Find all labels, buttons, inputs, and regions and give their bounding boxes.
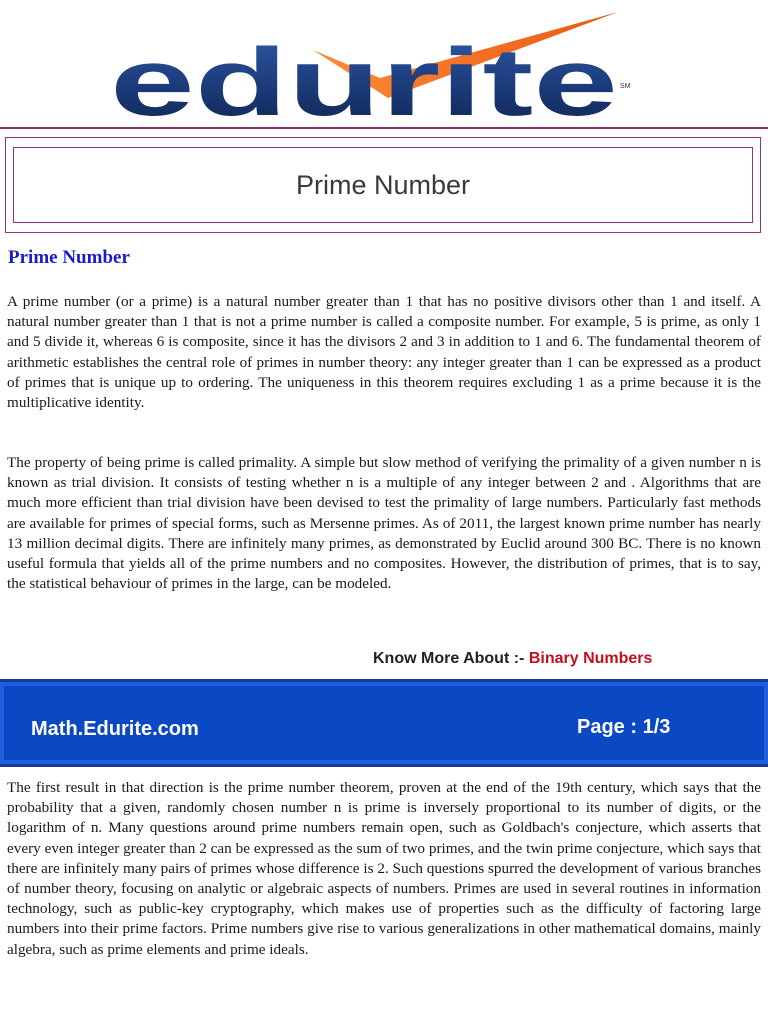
article-paragraph-2: The property of being prime is called primality. A simple but slow method of verifying the primality of a given number n is known as trial division. It consists of testing whether n is a multiple of any integer between 2 and . Algorithms that are much more efficient than trial division have been devised to test the primality of large numbers. Particularly fast methods are available for primes of special forms, such as Mersenne primes. As of 2011, the largest known prime number has nearly 13 million decimal digits. There are infinitely many primes, as demonstrated by Euclid around 300 BC. There is no known useful formula that yields all of the prime numbers and no composites. However, the distribution of primes, that is to say, the statistical behaviour of primes in the large, can be modeled. <box>7 454 761 593</box>
know-more-line <box>373 650 652 668</box>
page-title: Prime Number <box>295 169 471 200</box>
article-heading: Prime Number <box>8 247 130 268</box>
footer-site-name[interactable]: Math.Edurite.com <box>31 718 199 740</box>
header-divider <box>0 127 768 129</box>
footer-band <box>0 679 768 767</box>
edurite-logo <box>108 6 648 124</box>
title-box-inner <box>13 147 753 223</box>
logo-wordmark: edurite <box>110 29 618 124</box>
know-more-label: Know More About :- <box>373 650 525 667</box>
article-paragraph-3: The first result in that direction is the prime number theorem, proven at the end of the 19th century, which says that the probability that a given, randomly chosen number n is prime is inversely proportional to its number of digits, or the logarithm of n. Many questions around prime numbers remain open, such as Goldbach's conjecture, which asserts that every even integer greater than 2 can be expressed as the sum of two primes, and the twin prime conjecture, which says that there are infinitely many pairs of primes whose difference is 2. Such questions spurred the development of various branches of number theory, focusing on analytic or algebraic aspects of numbers. Primes are used in several routines in information technology, such as public-key cryptography, which makes use of properties such as the difficulty of factoring large numbers into their prime factors. Prime numbers give rise to various generalizations in other mathematical domains, mainly algebra, such as prime elements and prime ideals. <box>7 779 761 958</box>
logo-service-mark: SM <box>620 83 631 90</box>
edurite-logo-graphic <box>108 6 648 124</box>
binary-numbers-link[interactable]: Binary Numbers <box>528 650 653 667</box>
title-box <box>5 137 761 233</box>
page-indicator: Page : 1/3 <box>577 716 671 738</box>
article-paragraph-1: A prime number (or a prime) is a natural number greater than 1 that has no positive divisors other than 1 and itself. A natural number greater than 1 that is not a prime number is called a composite number. For example, 5 is prime, as only 1 and 5 divide it, whereas 6 is composite, since it has the divisors 2 and 3 in addition to 1 and 6. The fundamental theorem of arithmetic establishes the central role of primes in number theory: any integer greater than 1 can be expressed as a product of primes that is unique up to ordering. The uniqueness in this theorem requires excluding 1 as a prime because it is the multiplicative identity. <box>7 293 761 412</box>
